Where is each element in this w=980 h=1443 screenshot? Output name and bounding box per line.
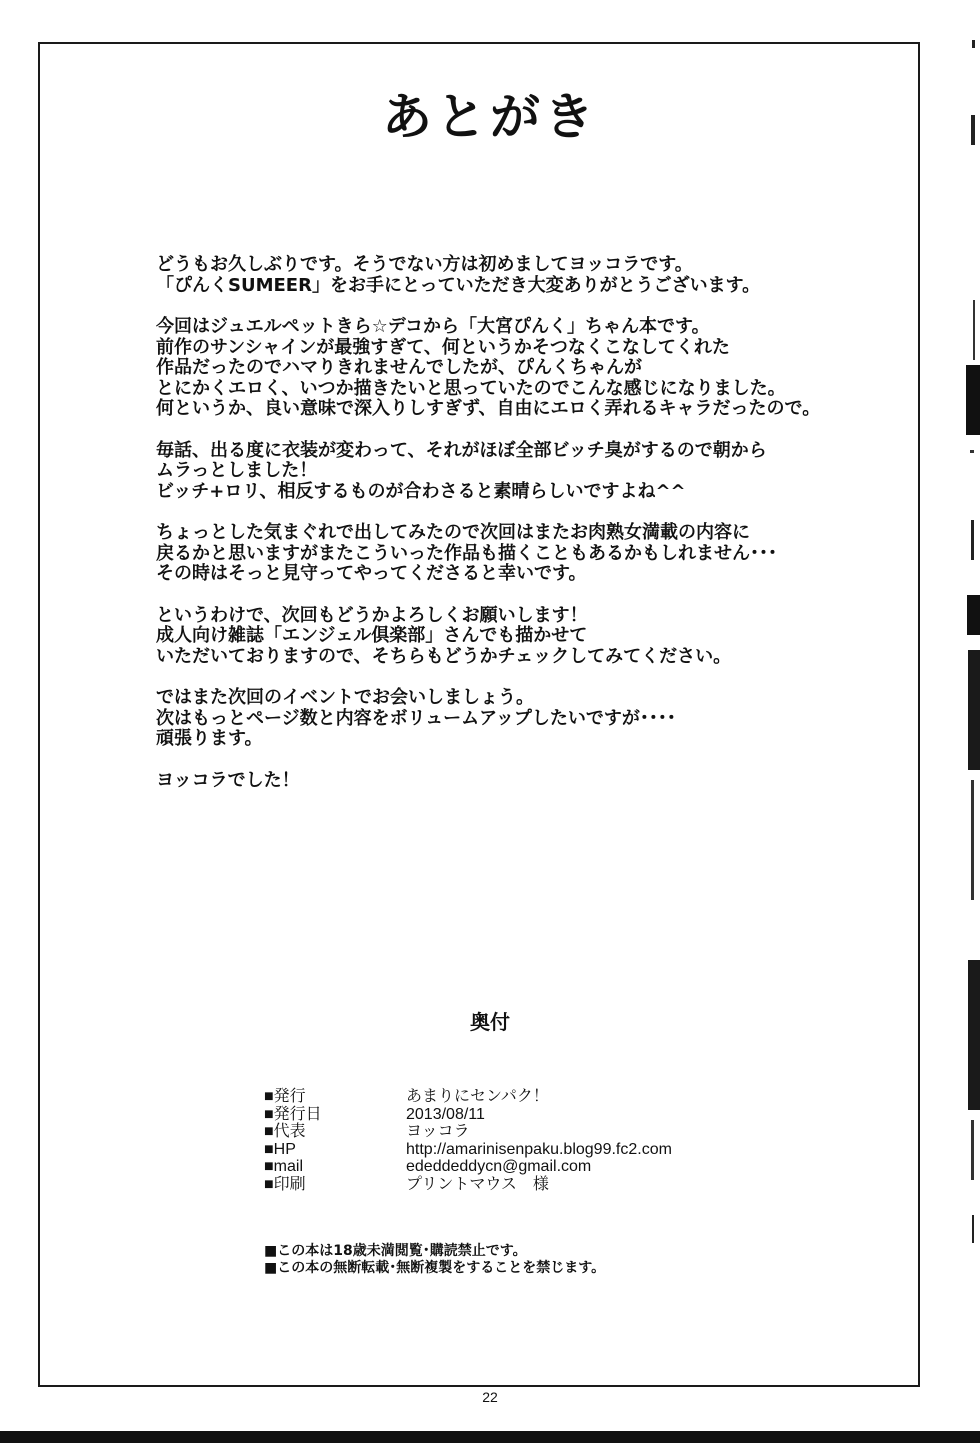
text-line: ヨッコラでした！ — [156, 769, 300, 791]
colophon-table — [264, 1088, 824, 1193]
text-line: 前作のサンシャインが最強すぎて、何というかそつなくこなしてくれた — [156, 336, 730, 358]
colophon-row-publisher — [264, 1088, 824, 1106]
colophon-value: あまりにセンパク！ — [406, 1088, 549, 1105]
colophon-heading: 奥付 — [470, 1010, 510, 1034]
colophon-label: ■代表 — [264, 1123, 306, 1140]
text-line: とにかくエロく、いつか描きたいと思っていたのでこんな感じになりました。 — [156, 377, 786, 399]
text-line: 戻るかと思いますがまたこういった作品も描くこともあるかもしれません･･･ — [156, 542, 777, 564]
copyright-notice: ■この本の無断転載･無断複製をすることを禁じます。 — [264, 1260, 606, 1276]
text-line: 毎話、出る度に衣装が変わって、それがほぼ全部ビッチ臭がするので朝から — [156, 439, 767, 461]
colophon-label: ■印刷 — [264, 1175, 306, 1193]
afterword-paragraph — [156, 317, 876, 420]
text-line: 今回はジュエルペットきら☆デコから「大宮ぴんく」ちゃん本です。 — [156, 316, 710, 337]
afterword-paragraph — [156, 255, 876, 296]
colophon-row-homepage — [264, 1141, 824, 1159]
text-line: ビッチ+ロリ、相反するものが合わさると素晴らしいですよね^^ — [156, 480, 686, 502]
text-line: 成人向け雑誌「エンジェル倶楽部」さんでも描かせて — [156, 625, 588, 646]
colophon-label: ■発行 — [264, 1088, 306, 1105]
text-line: というわけで、次回もどうかよろしくお願いします！ — [156, 604, 588, 626]
text-line: 頑張ります。 — [156, 728, 263, 749]
colophon-row-mail — [264, 1158, 824, 1176]
afterword-paragraph — [156, 688, 876, 750]
legal-notices — [264, 1243, 784, 1277]
text-line: その時はそっと見守ってやってくださると幸いです。 — [156, 563, 587, 584]
colophon-value: プリントマウス 様 — [406, 1175, 549, 1193]
scan-bottom-edge — [0, 1431, 980, 1443]
colophon-label: ■発行日 — [264, 1105, 322, 1123]
text-line: ムラっとしました！ — [156, 460, 318, 481]
colophon-row-printer — [264, 1176, 824, 1194]
colophon-row-representative — [264, 1123, 824, 1141]
colophon-row-date — [264, 1106, 824, 1124]
adjacent-page-edge — [962, 0, 980, 1443]
text-line: どうもお久しぶりです。そうでない方は初めましてヨッコラです。 — [156, 254, 693, 275]
colophon-value: ededdeddycn@gmail.com — [406, 1158, 592, 1175]
text-line: 「ぴんくSUMEER」をお手にとっていただき大変ありがとうございます。 — [156, 274, 761, 296]
text-line: 作品だったのでハマりきれませんでしたが、ぴんくちゃんが — [156, 357, 642, 378]
colophon-label: ■HP — [264, 1140, 296, 1158]
text-line: 何というか、良い意味で深入りしすぎず、自由にエロく弄れるキャラだったので。 — [156, 398, 821, 419]
age-restriction-notice: ■この本は18歳未満閲覧･購読禁止です。 — [264, 1243, 527, 1259]
text-line: いただいておりますので、そちらもどうかチェックしてみてください。 — [156, 645, 732, 667]
text-line: ちょっとした気まぐれで出してみたので次回はまたお肉熟女満載の内容に — [156, 522, 750, 543]
colophon-label: ■mail — [264, 1158, 303, 1175]
afterword-paragraph — [156, 523, 876, 585]
page-number: 22 — [482, 1389, 498, 1405]
afterword-body — [156, 255, 876, 812]
afterword-paragraph — [156, 441, 876, 503]
colophon-value: 2013/08/11 — [406, 1105, 485, 1123]
colophon-value: http://amarinisenpaku.blog99.fc2.com — [406, 1140, 672, 1158]
afterword-paragraph — [156, 771, 876, 792]
text-line: 次はもっとページ数と内容をボリュームアップしたいですが････ — [156, 707, 676, 729]
afterword-paragraph — [156, 606, 876, 668]
text-line: ではまた次回のイベントでお会いしましょう。 — [156, 687, 534, 708]
colophon-value: ヨッコラ — [406, 1123, 470, 1140]
afterword-title: あとがき — [382, 88, 598, 146]
